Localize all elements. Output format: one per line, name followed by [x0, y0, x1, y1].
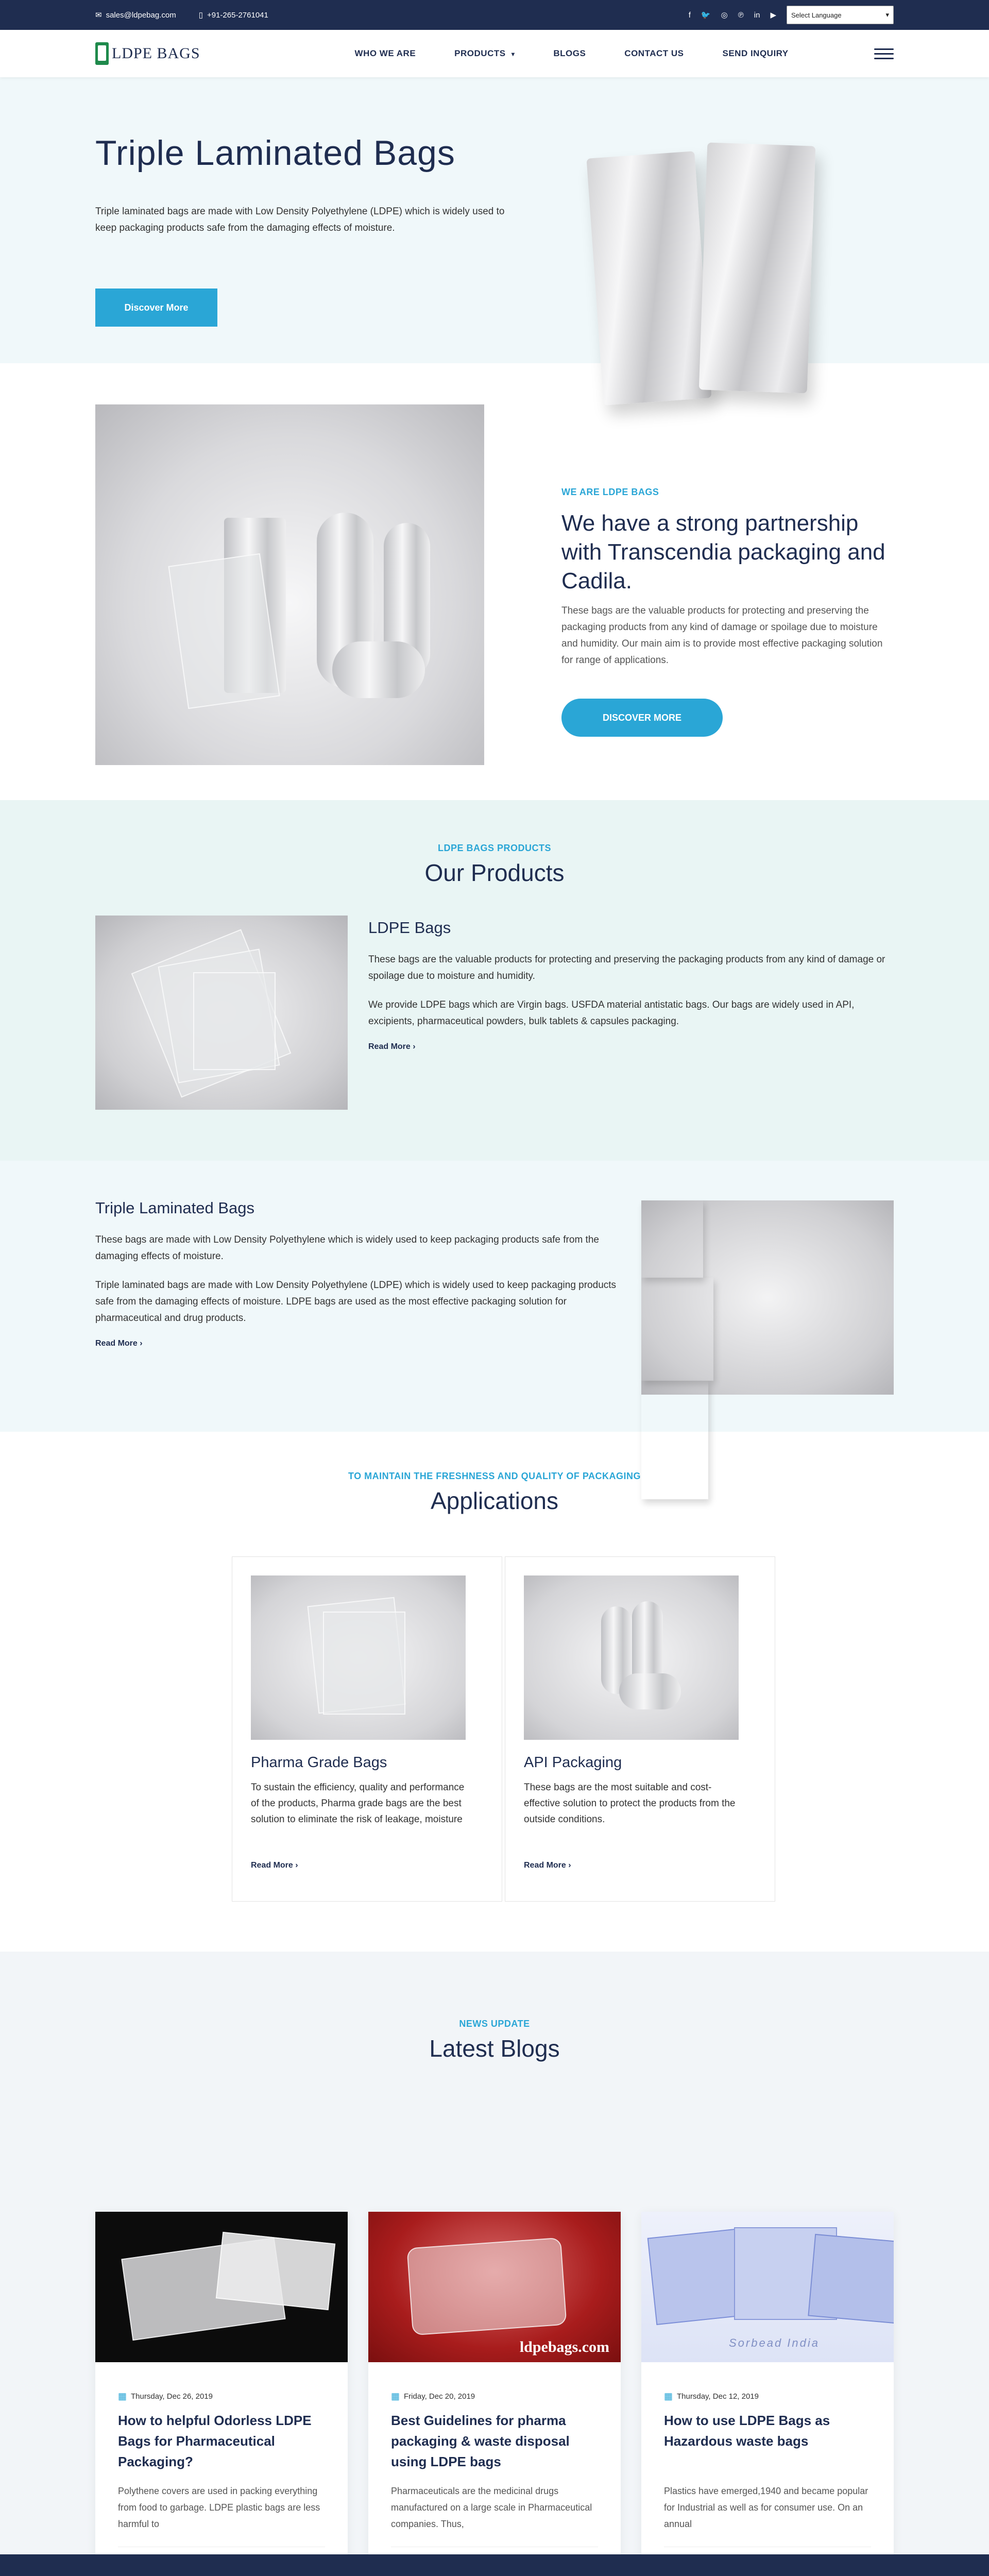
blog-image-watermark: ldpebags.com: [519, 2338, 609, 2355]
blogs-title: Latest Blogs: [429, 2035, 560, 2062]
product-description: Triple laminated bags are made with Low Density Polyethylene (LDPE) which is widely used to keep packaging products safe from the damaging effects of moisture. LDPE bags are used as the most effective packaging solution for pharmaceutical and drug products.: [95, 1280, 617, 1324]
hero-title: Triple Laminated Bags: [95, 133, 455, 173]
application-card: [505, 1556, 775, 1902]
about-text: These bags are the valuable products for protecting and preserving the packaging products from any kind of damage or spoilage due to moisture and humidity. Our main aim is to provide most effective packaging solution for range of applications.: [561, 605, 883, 666]
pinterest-icon[interactable]: ℗: [738, 10, 744, 20]
site-header: [0, 30, 989, 77]
blog-date: ▦ Thursday, Dec 12, 2019: [664, 2391, 759, 2401]
card-text: These bags are the most suitable and cost-effective solution to protect the products from the outside conditions.: [524, 1782, 736, 1825]
applications-tag: TO MAINTAIN THE FRESHNESS AND QUALITY OF PACKAGING: [348, 1471, 641, 1481]
products-section: [0, 800, 989, 1161]
about-discover-more-button[interactable]: DISCOVER MORE: [561, 699, 723, 737]
blog-card[interactable]: [95, 2212, 348, 2554]
product-description: We provide LDPE bags which are Virgin bags. USFDA material antistatic bags. Our bags are widely used in API, excipients, pharmaceutical powders, bulk tablets & capsules packaging.: [368, 999, 855, 1027]
product-title: Triple Laminated Bags: [95, 1199, 255, 1217]
topbar-social: [689, 10, 776, 20]
calendar-icon: ▦: [391, 2391, 400, 2401]
hero-section: [0, 77, 989, 363]
product-item-ldpe: [368, 919, 894, 1052]
linkedin-icon[interactable]: in: [754, 10, 760, 20]
read-more-link[interactable]: Read More ›: [368, 1042, 416, 1051]
products-title: Our Products: [424, 859, 565, 886]
product-description: These bags are the valuable products for protecting and preserving the packaging products from any kind of damage or spoilage due to moisture and humidity.: [368, 954, 885, 981]
product-description: These bags are made with Low Density Polyethylene which is widely used to keep packaging products safe from the damaging effects of moisture.: [95, 1234, 599, 1262]
top-bar: [0, 0, 989, 30]
product-title: LDPE Bags: [368, 919, 451, 937]
products-tag: LDPE BAGS PRODUCTS: [437, 843, 552, 853]
site-logo[interactable]: LDPE BAGS: [95, 42, 200, 65]
chevron-right-icon: ›: [568, 1861, 571, 1870]
blog-title[interactable]: How to helpful Odorless LDPE Bags for Pharmaceutical Packaging?: [118, 2413, 312, 2469]
blogs-section: [0, 1952, 989, 2554]
blog-image: [368, 2212, 621, 2362]
card-text: To sustain the efficiency, quality and performance of the products, Pharma grade bags are the best solution to eliminate the risk of leakage, moisture: [251, 1782, 465, 1825]
nav-products[interactable]: PRODUCTS ▾: [454, 48, 515, 58]
nav-contact-us[interactable]: CONTACT US: [624, 48, 684, 58]
ldpe-bags-image: [95, 916, 348, 1110]
blog-card[interactable]: [641, 2212, 894, 2554]
application-card: [232, 1556, 502, 1902]
mail-icon: ✉: [95, 11, 102, 20]
logo-mark-icon: [95, 42, 109, 65]
blog-image-watermark: Sorbead India: [729, 2336, 820, 2349]
facebook-icon[interactable]: f: [688, 10, 691, 20]
pharma-bags-image: [251, 1575, 466, 1740]
blog-card[interactable]: [368, 2212, 621, 2554]
dropdown-arrow-icon: ▾: [511, 50, 515, 58]
nav-who-we-are[interactable]: WHO WE ARE: [354, 48, 416, 58]
api-packaging-image: [524, 1575, 739, 1740]
topbar-email[interactable]: ✉ sales@ldpebag.com: [95, 10, 176, 20]
read-more-link[interactable]: Read More ›: [95, 1339, 143, 1348]
chevron-right-icon: ›: [295, 1861, 298, 1870]
site-footer: [0, 2554, 989, 2576]
twitter-icon[interactable]: 🐦: [701, 11, 711, 20]
about-rolls-image: [95, 404, 484, 765]
about-tag: WE ARE LDPE BAGS: [561, 487, 659, 497]
blog-image: [641, 2212, 894, 2362]
blog-excerpt: Polythene covers are used in packing everything from food to garbage. LDPE plastic bags are less harmful to: [118, 2486, 320, 2529]
calendar-icon: ▦: [664, 2391, 673, 2401]
read-more-link[interactable]: Read More ›: [251, 1861, 298, 1870]
language-select[interactable]: Select Language ▾: [787, 6, 894, 24]
about-title: We have a strong partnership with Transcendia packaging and Cadila.: [561, 511, 885, 594]
phone-icon: ▯: [198, 11, 203, 20]
triple-laminated-section: [0, 1161, 989, 1432]
hero-text: Triple laminated bags are made with Low Density Polyethylene (LDPE) which is widely used to keep packaging products safe from the damaging effects of moisture.: [95, 206, 505, 233]
chevron-right-icon: ›: [140, 1339, 143, 1348]
main-nav: [355, 48, 827, 59]
discover-more-button[interactable]: Discover More: [95, 289, 217, 327]
applications-title: Applications: [430, 1487, 559, 1514]
calendar-icon: ▦: [118, 2391, 127, 2401]
nav-send-inquiry[interactable]: SEND INQUIRY: [722, 48, 789, 58]
blog-excerpt: Plastics have emerged,1940 and became popular for Industrial as well as for consumer use. On an annual: [664, 2486, 868, 2529]
about-section: [0, 363, 989, 800]
card-title: Pharma Grade Bags: [251, 1754, 387, 1771]
card-title: API Packaging: [524, 1754, 622, 1771]
blog-title[interactable]: Best Guidelines for pharma packaging & waste disposal using LDPE bags: [391, 2413, 570, 2469]
topbar-phone[interactable]: ▯ +91-265-2761041: [198, 10, 268, 20]
nav-blogs[interactable]: BLOGS: [553, 48, 586, 58]
youtube-icon[interactable]: ▶: [770, 11, 776, 20]
read-more-link[interactable]: Read More ›: [524, 1861, 571, 1870]
chevron-right-icon: ›: [413, 1042, 416, 1051]
blog-date: ▦ Friday, Dec 20, 2019: [391, 2391, 475, 2401]
blog-image: [95, 2212, 348, 2362]
hamburger-menu-icon[interactable]: [874, 48, 894, 59]
blogs-tag: NEWS UPDATE: [459, 2019, 530, 2029]
product-item-triple: [95, 1199, 621, 1348]
blog-title[interactable]: How to use LDPE Bags as Hazardous waste bags: [664, 2413, 830, 2449]
triple-bags-image: [641, 1200, 894, 1395]
applications-section: [0, 1432, 989, 1952]
instagram-icon[interactable]: ◎: [721, 11, 728, 20]
blog-excerpt: Pharmaceuticals are the medicinal drugs manufactured on a large scale in Pharmaceutical companies. Thus,: [391, 2486, 592, 2529]
chevron-down-icon: ▾: [885, 11, 889, 19]
blog-date: ▦ Thursday, Dec 26, 2019: [118, 2391, 213, 2401]
